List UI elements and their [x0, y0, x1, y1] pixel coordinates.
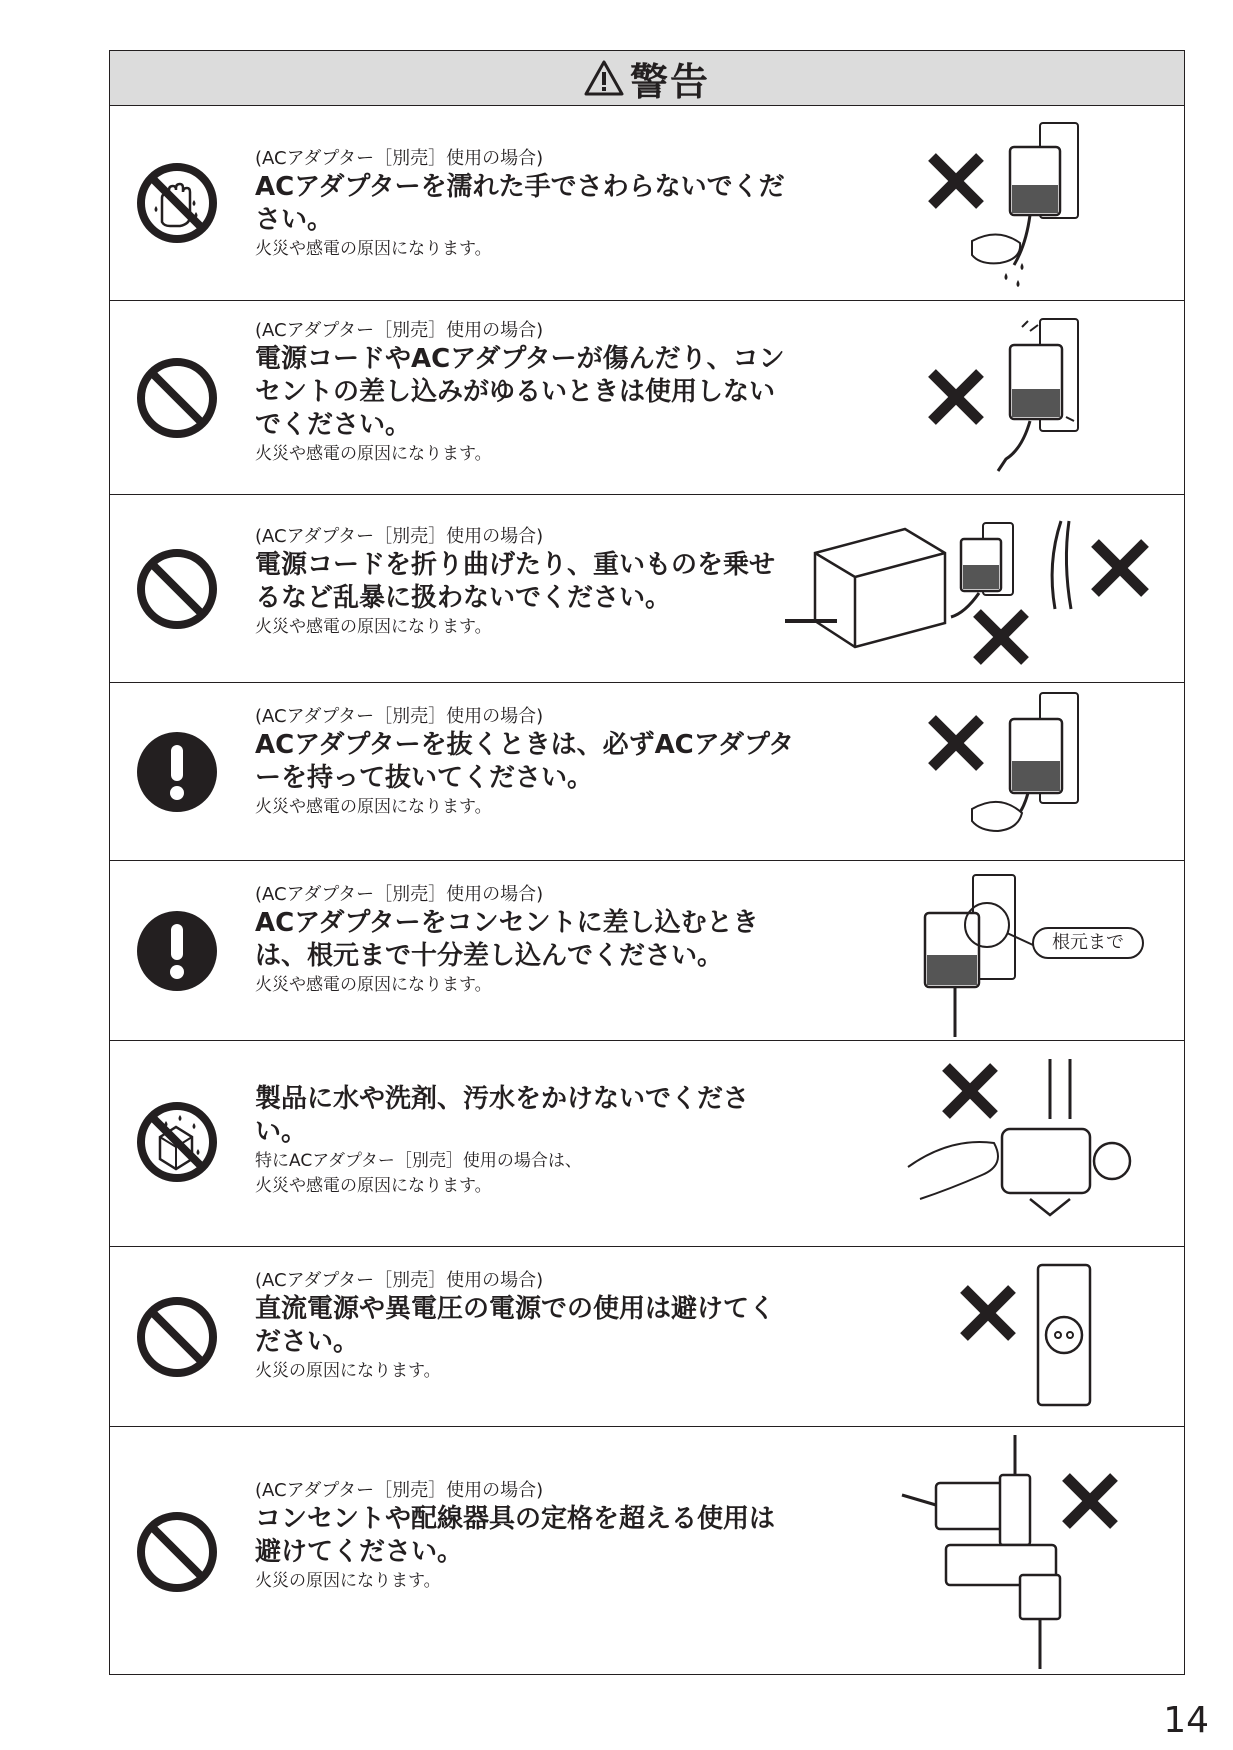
item-note: 特にACアダプター［別売］使用の場合は、	[255, 1151, 582, 1171]
item-note: 火災の原因になります。	[255, 1361, 441, 1381]
cross-mark-icon	[977, 613, 1025, 661]
prohibition-icon	[134, 1294, 220, 1380]
warning-triangle-icon	[584, 60, 624, 96]
cross-mark-icon	[1066, 1477, 1114, 1525]
warning-header	[110, 51, 1184, 106]
item-condition: (ACアダプター［別売］使用の場合)	[255, 706, 544, 727]
item-main: 電源コードを折り曲げたり、重いものを乗せるなど乱暴に扱わないでください。	[255, 550, 776, 613]
item-main: 製品に水や洗剤、汚水をかけないでください。	[255, 1084, 750, 1147]
item-text	[255, 319, 800, 467]
mandatory-action-icon	[134, 908, 220, 994]
no-wet-hands-icon	[134, 160, 220, 246]
item-text	[255, 705, 800, 820]
item-condition: (ACアダプター［別売］使用の場合)	[255, 320, 544, 341]
prohibition-icon	[134, 1509, 220, 1595]
item-main: 電源コードやACアダプターが傷んだり、コンセントの差し込みがゆるいときは使用しないでください。	[255, 344, 785, 440]
warning-item-2	[110, 301, 1184, 495]
warning-title: 警告	[629, 59, 710, 104]
warning-item-6	[110, 1041, 1184, 1247]
damaged-cord-illustration	[910, 309, 1090, 489]
cross-mark-icon	[932, 373, 980, 421]
no-water-icon	[134, 1099, 220, 1185]
warning-item-7	[110, 1247, 1184, 1427]
warning-item-3	[110, 495, 1184, 683]
item-text	[255, 1083, 800, 1199]
item-note: 火災や感電の原因になります。	[255, 975, 492, 995]
item-text	[255, 147, 800, 262]
cross-mark-icon	[946, 1067, 994, 1115]
cross-mark-icon	[932, 157, 980, 205]
heavy-object-cord-illustration	[785, 503, 1177, 675]
warning-item-5	[110, 861, 1184, 1041]
prohibition-icon	[134, 355, 220, 441]
item-note: 火災や感電の原因になります。	[255, 797, 492, 817]
item-condition: (ACアダプター［別売］使用の場合)	[255, 526, 544, 547]
prohibition-icon	[134, 546, 220, 632]
overloaded-outlet-illustration	[890, 1435, 1140, 1669]
item-note-2: 火災や感電の原因になります。	[255, 1176, 492, 1196]
adapter-wet-hand-illustration	[910, 115, 1090, 295]
unplug-by-adapter-illustration	[910, 689, 1090, 855]
item-note: 火災や感電の原因になります。	[255, 617, 492, 637]
item-main: 直流電源や異電圧の電源での使用は避けてください。	[255, 1294, 776, 1357]
warning-item-8	[110, 1427, 1184, 1676]
warning-box	[109, 50, 1185, 1675]
item-main: ACアダプターを濡れた手でさわらないでください。	[255, 172, 785, 235]
warning-item-4	[110, 683, 1184, 861]
cross-mark-icon	[932, 719, 980, 767]
valve-washing-illustration	[890, 1049, 1150, 1239]
item-text	[255, 1479, 800, 1594]
item-main: コンセントや配線器具の定格を超える使用は避けてください。	[255, 1504, 776, 1567]
item-note: 火災や感電の原因になります。	[255, 444, 492, 464]
outlet-illustration	[940, 1259, 1100, 1419]
item-main: ACアダプターを抜くときは、必ずACアダプターを持って抜いてください。	[255, 730, 795, 793]
item-note: 火災や感電の原因になります。	[255, 239, 492, 259]
illustration-label: 根元まで	[1032, 927, 1144, 959]
item-note: 火災の原因になります。	[255, 1571, 441, 1591]
item-condition: (ACアダプター［別売］使用の場合)	[255, 148, 544, 169]
item-text	[255, 1269, 800, 1384]
item-condition: (ACアダプター［別売］使用の場合)	[255, 884, 544, 905]
cross-mark-icon	[1095, 543, 1145, 593]
item-condition: (ACアダプター［別売］使用の場合)	[255, 1270, 544, 1291]
item-condition: (ACアダプター［別売］使用の場合)	[255, 1480, 544, 1501]
item-main: ACアダプターをコンセントに差し込むときは、根元まで十分差し込んでください。	[255, 908, 759, 971]
page-number: 14	[1163, 1700, 1209, 1741]
item-text	[255, 883, 800, 998]
cross-mark-icon	[964, 1289, 1012, 1337]
mandatory-action-icon	[134, 729, 220, 815]
warning-item-1	[110, 105, 1184, 301]
item-text	[255, 525, 800, 640]
